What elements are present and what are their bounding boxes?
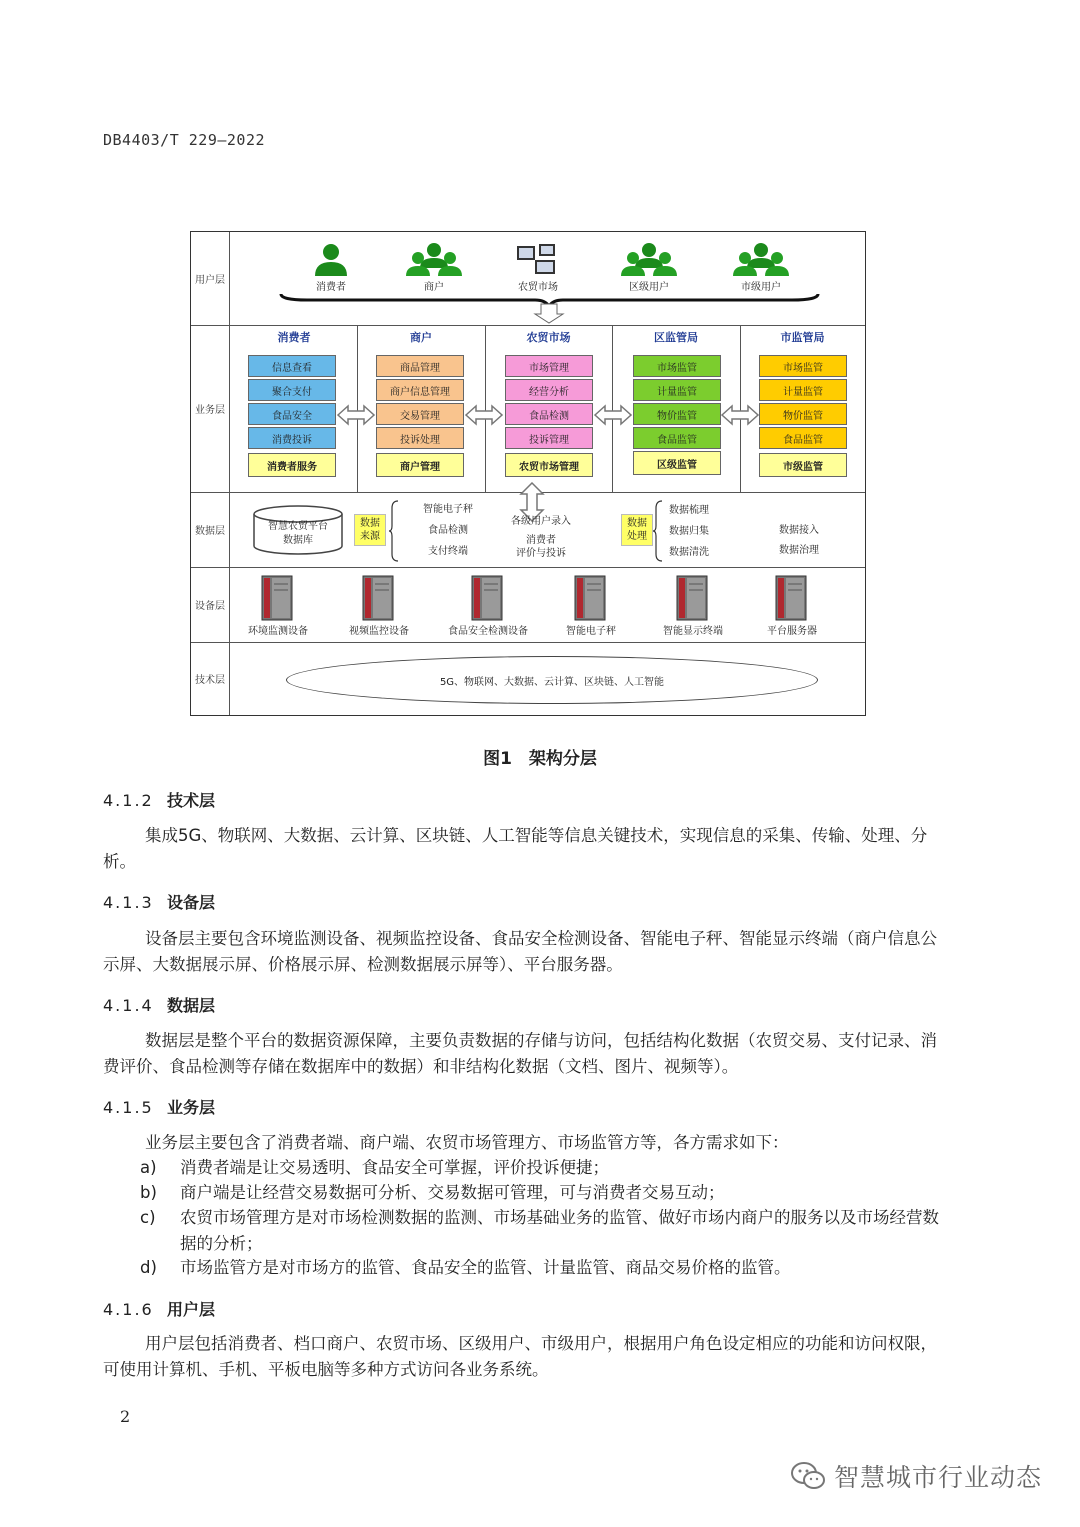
- business-item: 计量监管: [633, 379, 721, 401]
- server-icon: [675, 574, 711, 622]
- business-item: 投诉处理: [376, 427, 464, 449]
- database-label-line1: 智慧农贸平台: [268, 521, 328, 532]
- watermark: [790, 1458, 1042, 1494]
- data-source-item: 支付终端: [428, 546, 468, 557]
- data-process-item: 数据治理: [779, 545, 819, 556]
- person-icon: [311, 242, 351, 276]
- user-label-consumer: 消费者: [316, 282, 346, 293]
- group-icon: [731, 242, 791, 276]
- device-layer: [191, 567, 865, 643]
- business-item: 市场管理: [505, 355, 593, 377]
- data-source-item: 食品检测: [428, 525, 468, 536]
- business-item: 商户信息管理: [376, 379, 464, 401]
- group-icon: [404, 242, 464, 276]
- computer-icon: [513, 242, 563, 276]
- paragraph: 设备层主要包含环境监测设备、视频监控设备、食品安全检测设备、智能电子秤、智能显示终端（商户信息公示屏、大数据展示屏、价格展示屏、检测数据展示屏等）、平台服务器。: [103, 929, 937, 974]
- page-number: 2: [120, 1407, 131, 1426]
- service-box-consumer: 消费者服务: [248, 453, 336, 477]
- list-marker: c): [140, 1208, 156, 1227]
- business-item: 消费投诉: [248, 427, 336, 449]
- device-label: 智能显示终端: [663, 626, 723, 637]
- business-item: 食品监管: [633, 427, 721, 449]
- list-marker: b): [140, 1183, 157, 1202]
- group-icon: [619, 242, 679, 276]
- double-arrow-icon: [593, 403, 633, 427]
- data-source-item: 智能电子秤: [423, 504, 473, 515]
- user-input-sub: [491, 534, 591, 560]
- device-label: 食品安全检测设备: [448, 626, 528, 637]
- paragraph: 集成5G、物联网、大数据、云计算、区块链、人工智能等信息关键技术，实现信息的采集、传输、处理、分析。: [103, 826, 928, 871]
- list-marker: a): [140, 1158, 157, 1177]
- section-number: 4.1.3: [103, 893, 154, 912]
- business-item: 物价监管: [759, 403, 847, 425]
- service-box-district: 区级监管: [633, 451, 721, 475]
- section-title: 业务层: [167, 1098, 216, 1117]
- device-label: 视频监控设备: [349, 626, 409, 637]
- list-text: 市场监管方是对市场方的监管、食品安全的监管、计量监管、商品交易价格的监管。: [180, 1258, 791, 1277]
- section-number: 4.1.5: [103, 1098, 154, 1117]
- paragraph: 数据层是整个平台的数据资源保障，主要负责数据的存储与访问，包括结构化数据（农贸交易、支付记录、消费评价、食品检测等存储在数据库中的数据）和非结构化数据（文档、图片、视频等）。: [103, 1031, 937, 1076]
- column-title-market: 农贸市场: [526, 331, 571, 344]
- business-layer: [191, 325, 865, 493]
- service-box-market: 农贸市场管理: [505, 453, 593, 477]
- business-item: 市场监管: [633, 355, 721, 377]
- paragraph: 业务层主要包含了消费者端、商户端、农贸市场管理方、市场监管方等，各方需求如下：: [145, 1133, 789, 1152]
- figure-caption: 图1 架构分层: [483, 749, 597, 769]
- list-item: [140, 1180, 951, 1206]
- section-title: 用户层: [167, 1300, 216, 1319]
- data-process-item: 数据归集: [669, 526, 709, 537]
- column-title-merchant: 商户: [410, 331, 432, 344]
- business-item: 食品检测: [505, 403, 593, 425]
- section-heading: [103, 993, 215, 1016]
- data-process-left: [669, 500, 739, 563]
- server-icon: [573, 574, 609, 622]
- data-source-tag: 数据来源: [354, 514, 386, 546]
- server-icon: [361, 574, 397, 622]
- data-process-item: 数据接入: [779, 525, 819, 536]
- business-item: 经营分析: [505, 379, 593, 401]
- column-title-district: 区监管局: [654, 331, 698, 344]
- data-process-right: [779, 521, 849, 561]
- business-item: 投诉管理: [505, 427, 593, 449]
- bracket: [653, 500, 663, 562]
- business-item: 食品监管: [759, 427, 847, 449]
- section-heading: [103, 788, 215, 811]
- data-layer: [191, 492, 865, 568]
- list-item: [140, 1155, 951, 1181]
- section-heading: [103, 1095, 215, 1118]
- business-item: 计量监管: [759, 379, 847, 401]
- section-number: 4.1.2: [103, 791, 154, 810]
- business-item: 交易管理: [376, 403, 464, 425]
- data-process-item: 数据清洗: [669, 547, 709, 558]
- device-label: 智能电子秤: [566, 626, 616, 637]
- business-item: 食品安全: [248, 403, 336, 425]
- list-item: [140, 1255, 951, 1281]
- list-marker: d): [140, 1258, 157, 1277]
- database-label-line2: 数据库: [283, 535, 313, 546]
- tech-ellipse: 5G、物联网、大数据、云计算、区块链、人工智能: [286, 656, 818, 704]
- column-title-city: 市监管局: [780, 331, 825, 344]
- section-heading: [103, 890, 215, 913]
- service-box-city: 市级监管: [759, 453, 847, 477]
- list-item: [140, 1205, 951, 1257]
- business-item: 物价监管: [633, 403, 721, 425]
- section-number: 4.1.6: [103, 1300, 154, 1319]
- server-icon: [470, 574, 506, 622]
- section-title: 数据层: [167, 996, 216, 1015]
- business-item: 信息查看: [248, 355, 336, 377]
- section-number: 4.1.4: [103, 996, 154, 1015]
- wechat-icon: [790, 1461, 826, 1491]
- double-arrow-icon: [720, 403, 760, 427]
- row-label-business: 业务层: [191, 325, 230, 492]
- database-label: [251, 520, 345, 548]
- business-item: 聚合支付: [248, 379, 336, 401]
- business-item: 商品管理: [376, 355, 464, 377]
- double-arrow-icon: [464, 403, 504, 427]
- section-title: 技术层: [167, 791, 216, 810]
- list-text: 消费者端是让交易透明、食品安全可掌握，评价投诉便捷；: [180, 1158, 609, 1177]
- data-sources: [403, 499, 493, 562]
- row-label-data: 数据层: [191, 492, 230, 567]
- double-arrow-icon: [336, 403, 376, 427]
- user-label-city: 市级用户: [741, 282, 781, 293]
- business-item: 市场监管: [759, 355, 847, 377]
- paragraph: 用户层包括消费者、档口商户、农贸市场、区级用户、市级用户，根据用户角色设定相应的功能和访问权限，可使用计算机、手机、平板电脑等多种方式访问各业务系统。: [103, 1334, 937, 1379]
- column-title-consumer: 消费者: [277, 331, 311, 344]
- data-process-item: 数据梳理: [669, 505, 709, 516]
- watermark-text: 智慧城市行业动态: [834, 1463, 1043, 1492]
- bracket: [389, 500, 399, 562]
- architecture-diagram: [190, 231, 866, 716]
- tech-layer: [191, 642, 865, 715]
- data-process-tag: 数据处理: [621, 514, 653, 546]
- user-label-market: 农贸市场: [518, 282, 558, 293]
- device-label: 平台服务器: [767, 626, 817, 637]
- user-input-label: 各级用户录入: [511, 516, 571, 527]
- user-input-item: 消费者: [526, 535, 556, 546]
- row-label-user: 用户层: [191, 232, 230, 325]
- user-layer: [191, 232, 865, 326]
- section-heading: [103, 1297, 215, 1320]
- list-text: 农贸市场管理方是对市场检测数据的监测、市场基础业务的监管、做好市场内商户的服务以及市场经营数据的分析；: [180, 1208, 939, 1253]
- server-icon: [260, 574, 296, 622]
- section-title: 设备层: [167, 893, 216, 912]
- server-icon: [774, 574, 810, 622]
- user-label-district: 区级用户: [629, 282, 669, 293]
- user-brace: [277, 286, 822, 324]
- service-box-merchant: 商户管理: [376, 453, 464, 477]
- device-label: 环境监测设备: [248, 626, 308, 637]
- row-label-device: 设备层: [191, 567, 230, 642]
- user-label-merchant: 商户: [424, 282, 444, 293]
- list-text: 商户端是让经营交易数据可分析、交易数据可管理，可与消费者交易互动；: [180, 1183, 725, 1202]
- row-label-tech: 技术层: [191, 642, 230, 715]
- user-input-item: 评价与投诉: [516, 548, 566, 559]
- document-code: DB4403/T 229—2022: [103, 131, 266, 149]
